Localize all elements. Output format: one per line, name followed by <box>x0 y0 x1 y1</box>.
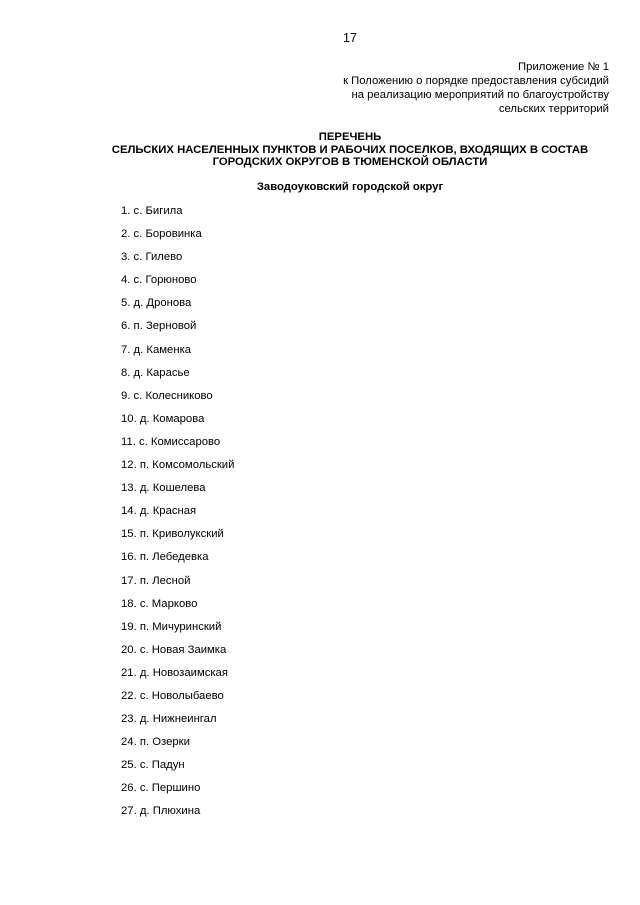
page-number: 17 <box>343 31 357 45</box>
document-title <box>100 131 600 169</box>
list-item: 14. д. Красная <box>121 505 197 518</box>
title-line: ПЕРЕЧЕНЬ <box>318 131 382 143</box>
list-item: 6. п. Зерновой <box>121 320 197 333</box>
list-item: 9. с. Колесниково <box>121 389 213 402</box>
list-item: 2. с. Боровинка <box>121 228 202 241</box>
list-item: 10. д. Комарова <box>121 412 205 425</box>
list-item: 4. с. Горюново <box>121 274 197 287</box>
title-line: ГОРОДСКИХ ОКРУГОВ В ТЮМЕНСКОЙ ОБЛАСТИ <box>212 156 488 168</box>
list-item: 13. д. Кошелева <box>121 482 206 495</box>
list-item: 25. с. Падун <box>121 759 185 772</box>
list-item: 11. с. Комиссарово <box>121 435 221 448</box>
appendix-header <box>343 60 609 116</box>
appendix-line: на реализацию мероприятий по благоустройству <box>351 89 609 101</box>
list-item: 8. д. Карасье <box>121 366 190 379</box>
appendix-line: сельских территорий <box>498 103 609 115</box>
list-item: 15. п. Криволукский <box>121 528 224 541</box>
appendix-line: к Положению о порядке предоставления субсидий <box>343 75 609 87</box>
district-heading: Заводоуковский городской округ <box>256 181 444 193</box>
list-item: 18. с. Марково <box>121 597 198 610</box>
list-item: 23. д. Нижнеингал <box>121 713 217 726</box>
appendix-line: Приложение № 1 <box>518 61 609 73</box>
list-item: 22. с. Новолыбаево <box>121 689 224 702</box>
settlement-list <box>121 204 234 828</box>
list-item: 27. д. Плюхина <box>121 805 201 818</box>
list-item: 3. с. Гилево <box>121 251 183 264</box>
list-item: 12. п. Комсомольский <box>121 459 235 472</box>
title-line: СЕЛЬСКИХ НАСЕЛЕННЫХ ПУНКТОВ И РАБОЧИХ ПОСЕЛКОВ, ВХОДЯЩИХ В СОСТАВ <box>111 143 589 156</box>
list-item: 26. с. Першино <box>121 782 201 795</box>
list-item: 19. п. Мичуринский <box>121 620 222 633</box>
list-item: 7. д. Каменка <box>121 343 192 356</box>
list-item: 1. с. Бигила <box>121 205 183 217</box>
list-item: 16. п. Лебедевка <box>121 551 209 564</box>
list-item: 21. д. Новозаимская <box>121 666 228 679</box>
list-item: 24. п. Озерки <box>121 736 190 749</box>
list-item: 5. д. Дронова <box>121 297 192 310</box>
list-item: 20. с. Новая Заимка <box>121 643 227 656</box>
list-item: 17. п. Лесной <box>121 574 191 587</box>
